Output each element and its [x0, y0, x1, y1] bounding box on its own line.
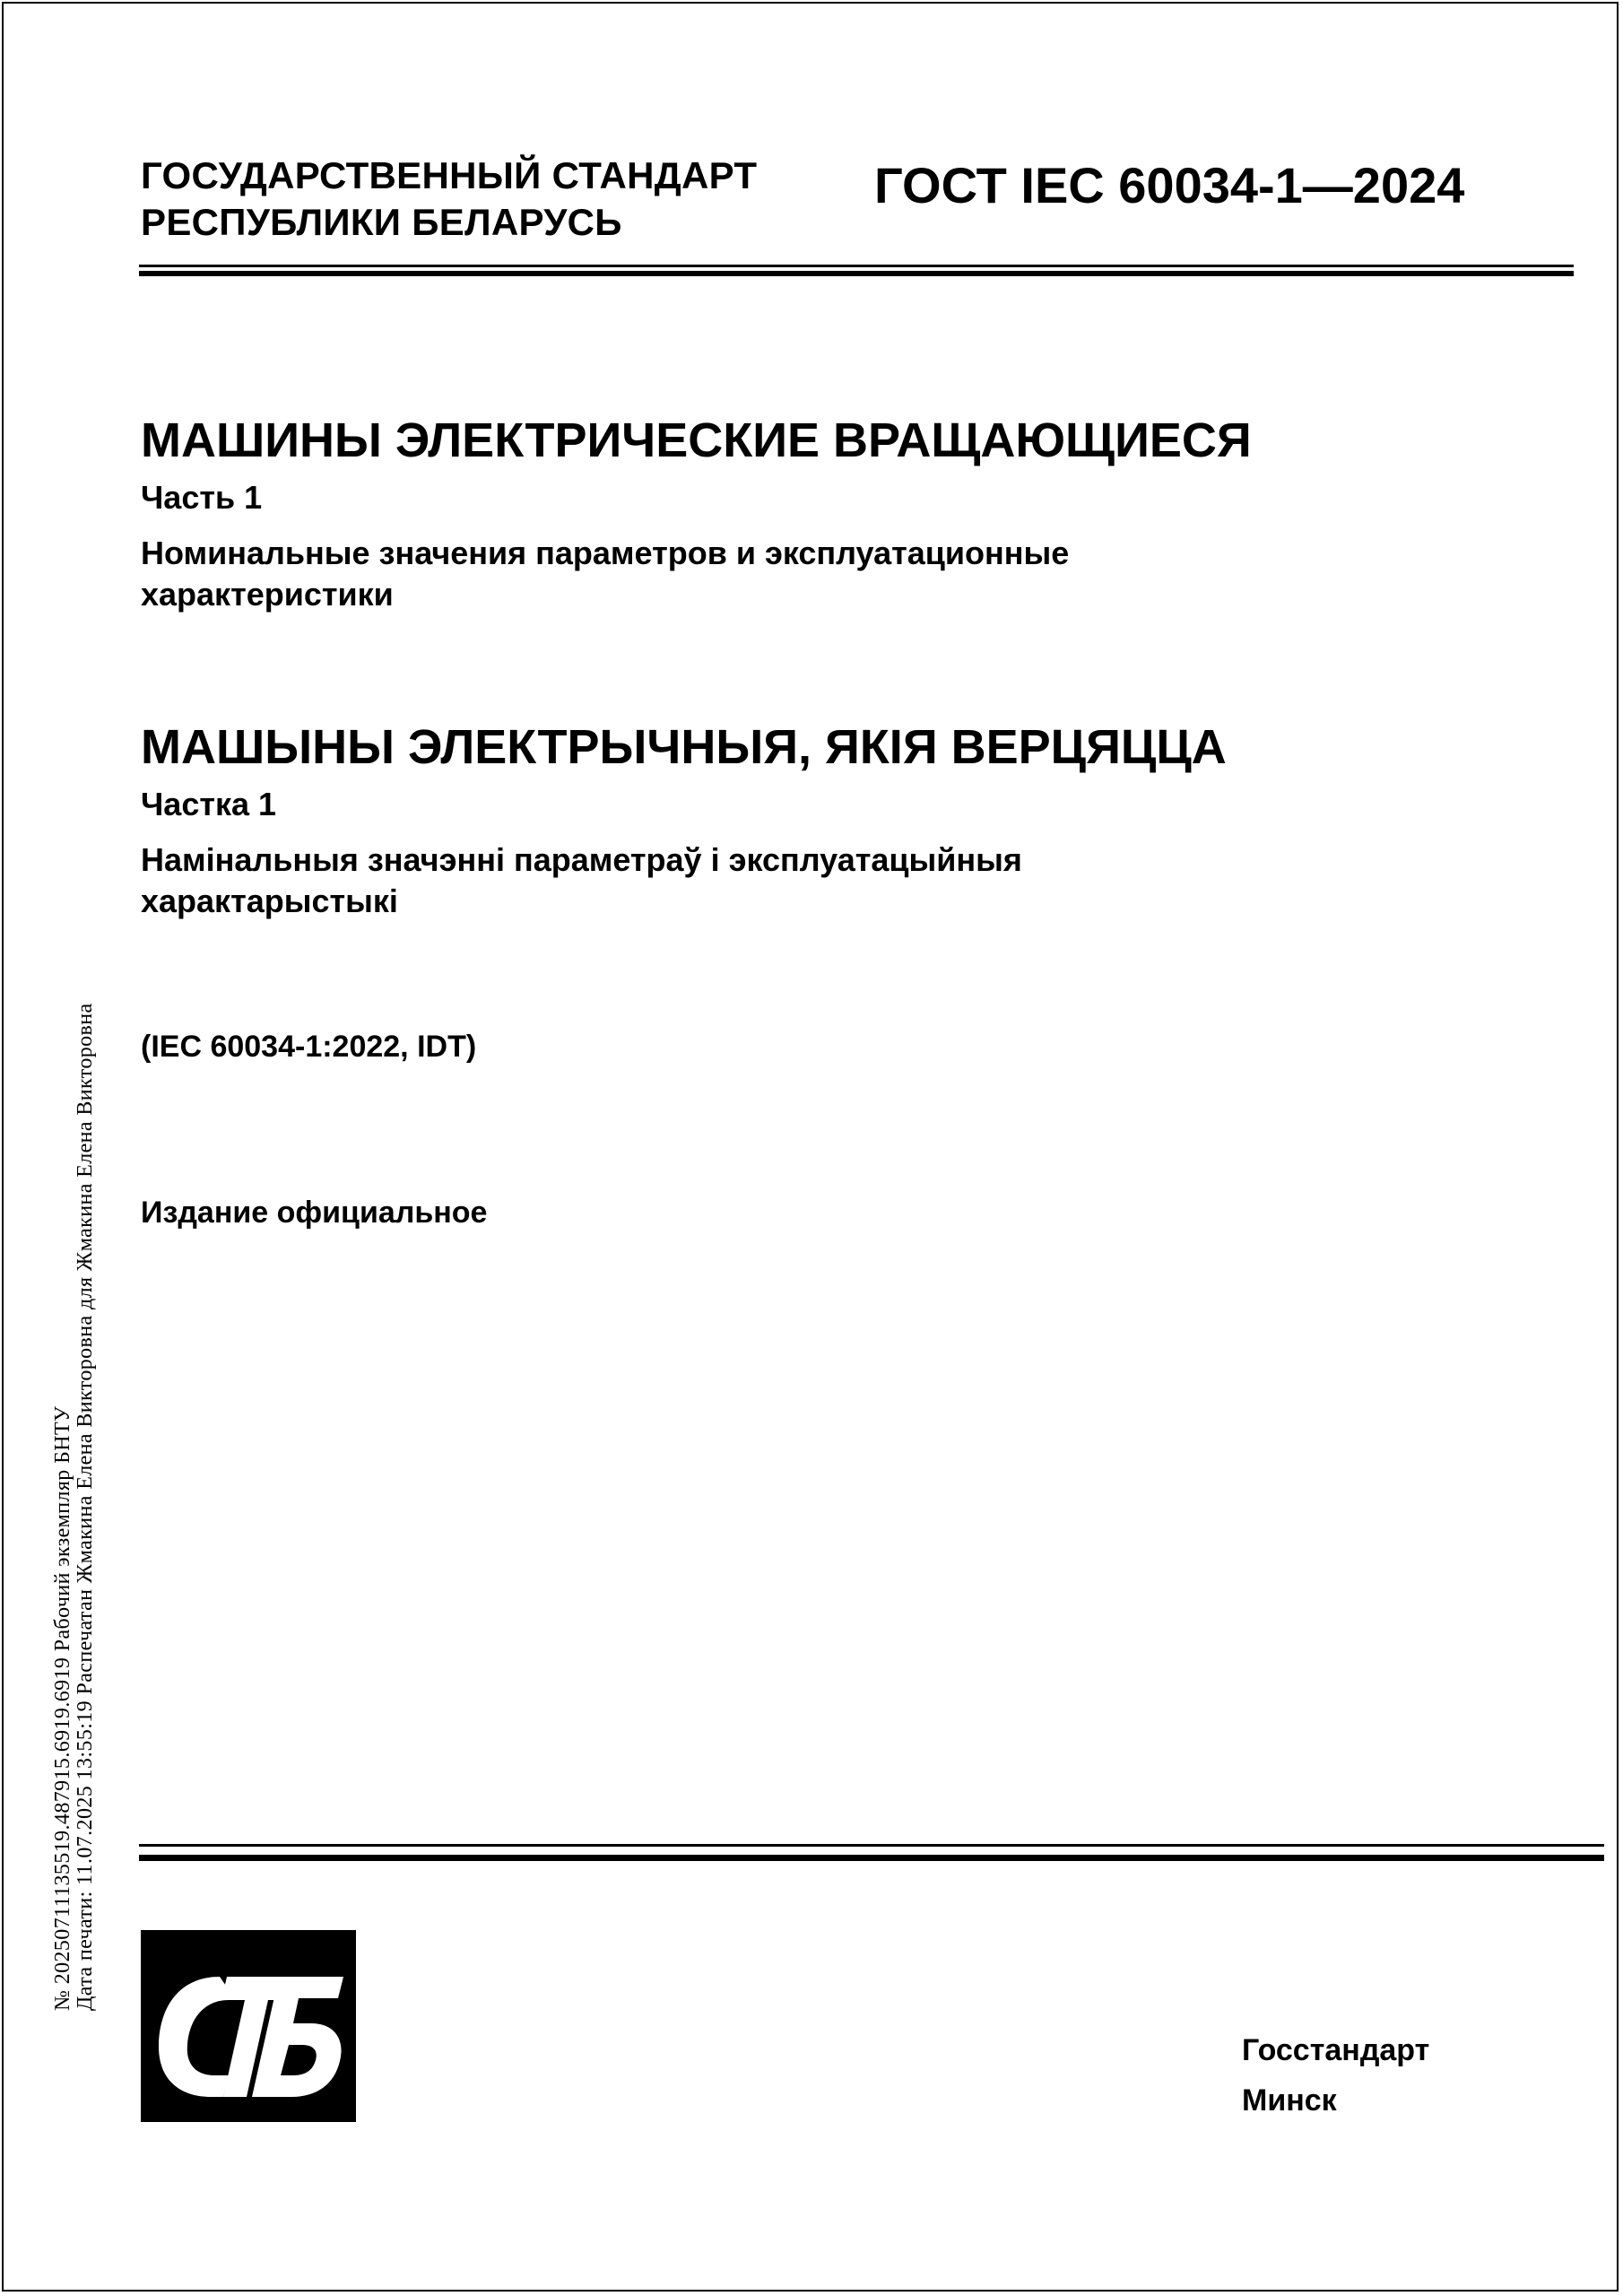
belarusian-subtitle-line2: характарыстыкі: [141, 883, 398, 919]
header-rule-thin: [139, 265, 1574, 267]
iec-reference: (IEC 60034-1:2022, IDT): [141, 1030, 477, 1064]
belarusian-subtitle: [141, 839, 1227, 922]
issuing-body: [141, 152, 757, 246]
russian-title-block: [141, 411, 1252, 615]
edition-label: Издание официальное: [141, 1196, 488, 1230]
issuing-body-line2: РЕСПУБЛИКИ БЕЛАРУСЬ: [141, 201, 622, 243]
belarusian-title: МАШЫНЫ ЭЛЕКТРЫЧНЫЯ, ЯКІЯ ВЕРЦЯЦЦА: [141, 720, 1227, 774]
print-stamp-line1: № 20250711135519.487915.6919.6919 Рабочий экземпляр БНТУ: [51, 1405, 74, 2011]
belarusian-title-block: [141, 718, 1227, 922]
print-stamp: [52, 1003, 97, 2011]
russian-subtitle: [141, 533, 1252, 615]
footer-rule-thin: [139, 1844, 1604, 1847]
standard-designation: ГОСТ IEC 60034-1—2024: [874, 157, 1465, 213]
russian-subtitle-line2: характеристики: [141, 576, 394, 613]
print-stamp-line2: Дата печати: 11.07.2025 13:55:19 Распечатан Жмакина Елена Викторовна для Жмакина Елена Викторовна: [74, 1003, 97, 2011]
publisher: [1242, 2025, 1429, 2126]
header-rule-thick: [139, 271, 1574, 276]
publisher-name: Госстандарт: [1242, 2033, 1430, 2067]
russian-title: МАШИНЫ ЭЛЕКТРИЧЕСКИЕ ВРАЩАЮЩИЕСЯ: [141, 413, 1252, 467]
footer-rule-thick: [139, 1855, 1604, 1861]
gosstandart-logo-icon: [141, 1930, 356, 2122]
russian-part: Часть 1: [141, 479, 263, 516]
publisher-city: Минск: [1242, 2083, 1337, 2118]
russian-subtitle-line1: Номинальные значения параметров и эксплуатационные: [141, 535, 1070, 571]
belarusian-subtitle-line1: Намінальныя значэнні параметраў і эксплуатацыйныя: [141, 841, 1022, 878]
issuing-body-line1: ГОСУДАРСТВЕННЫЙ СТАНДАРТ: [141, 154, 758, 196]
belarusian-part: Частка 1: [141, 786, 277, 822]
